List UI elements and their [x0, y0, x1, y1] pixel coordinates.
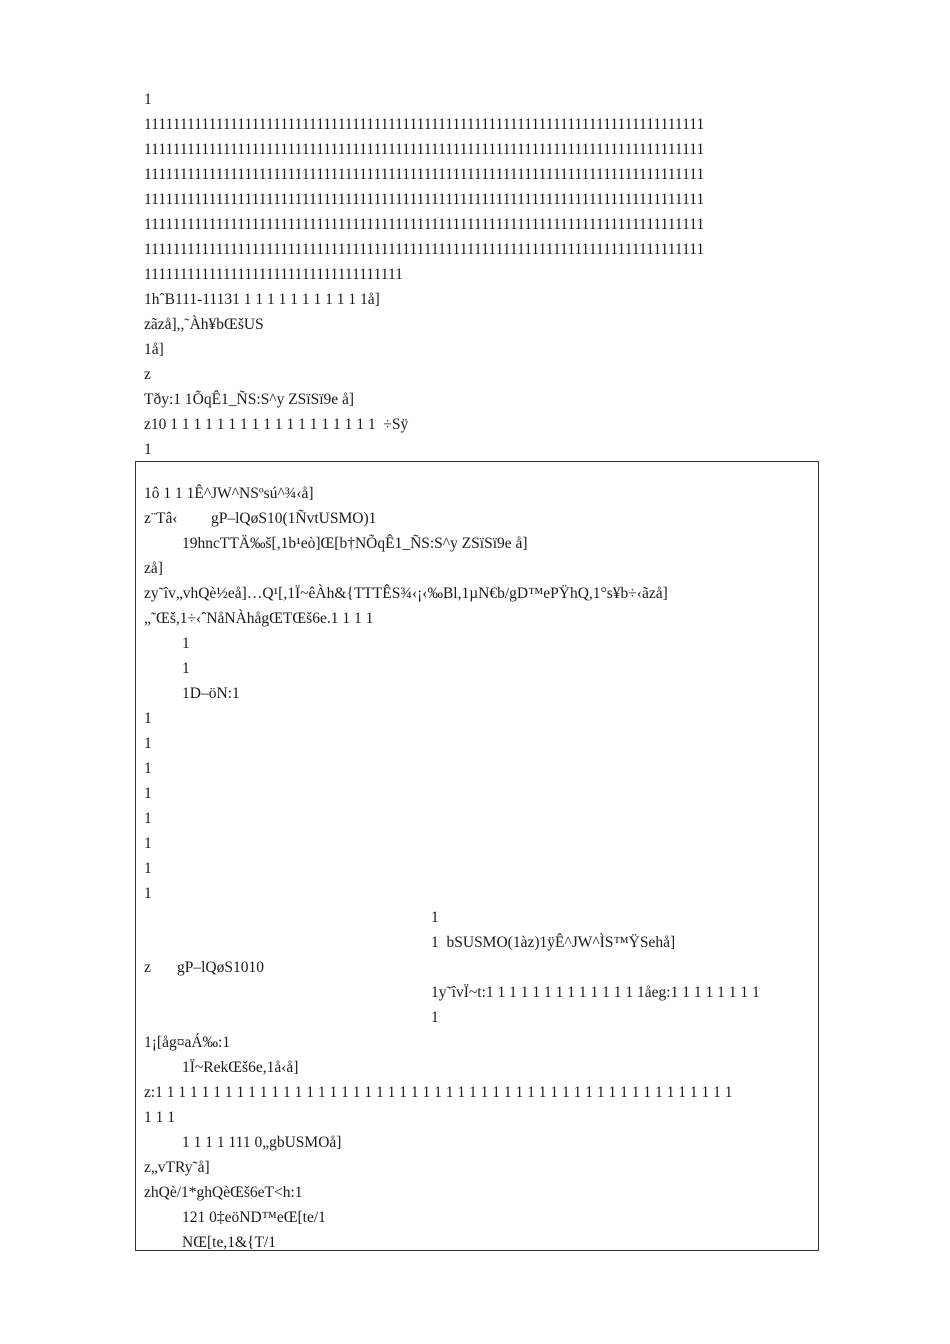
- box-line: zå]: [144, 560, 163, 577]
- box-line: 1: [144, 810, 152, 827]
- doc-line: z: [144, 366, 151, 383]
- box-line: z: [144, 959, 151, 976]
- box-line: 19hncTTÄ‰š[,1b¹eò]Œ[b†NÕqÊ1_ÑS:S^y ZSïSï9e å]: [182, 535, 528, 552]
- box-line: 1: [182, 635, 190, 652]
- box-line: 1: [144, 760, 152, 777]
- box-line: z:1 1 1 1 1 1 1 1 1 1 1 1 1 1 1 1 1 1 1 1 1 1 1 1 1 1 1 1 1 1 1 1 1 1 1 1 1 1 1 1 1 1 1 1 1 1 1 1 1 1: [144, 1084, 733, 1101]
- doc-line: 111111111111111111111111111111111111111111111111111111111111111111111111111111: [144, 216, 705, 233]
- box-line: 1: [431, 909, 439, 926]
- doc-line: 111111111111111111111111111111111111111111111111111111111111111111111111111111: [144, 241, 705, 258]
- doc-line: 111111111111111111111111111111111111111111111111111111111111111111111111111111: [144, 116, 705, 133]
- box-line: 1 bSUSMO(1àz)1ÿÊ^JW^ÌS™ŸSehå]: [431, 934, 676, 951]
- box-line: z„vTRy˜å]: [144, 1159, 210, 1176]
- doc-line: Tðy:1 1ÕqÊ1_ÑS:S^y ZSïSï9e å]: [144, 391, 355, 408]
- box-line: gP–lQøS1010: [177, 959, 264, 976]
- box-line: „˜Œš,1÷‹ˆNåNÀhågŒTŒš6e.1 1 1 1: [144, 610, 374, 627]
- doc-line: zãzå],,˜Àh¥bŒšUS: [144, 316, 264, 333]
- box-line: 1: [144, 885, 152, 902]
- box-line: 1: [144, 710, 152, 727]
- box-line: 1D–öN:1: [182, 685, 240, 702]
- doc-line: z10 1 1 1 1 1 1 1 1 1 1 1 1 1 1 1 1 1 1 ÷Sÿ: [144, 416, 409, 433]
- doc-line: 1hˆB111-11131 1 1 1 1 1 1 1 1 1 1 1å]: [144, 291, 380, 308]
- box-line: gP–lQøS10(1ÑvtUSMO)1: [211, 510, 377, 527]
- box-line: 1: [144, 785, 152, 802]
- doc-line: 1: [144, 441, 152, 458]
- doc-line: 111111111111111111111111111111111111111111111111111111111111111111111111111111: [144, 141, 705, 158]
- box-line: 1Ï~RekŒš6e,1å‹å]: [182, 1059, 299, 1076]
- doc-line: 111111111111111111111111111111111111111111111111111111111111111111111111111111: [144, 166, 705, 183]
- box-line: NŒ[te,1&{T/1: [182, 1234, 276, 1251]
- box-line: 1: [431, 1009, 439, 1026]
- box-line: zy˜îv„vhQè½eå]…Q¹[,1Ï~êÀh&{TTTÊS¾‹¡‹‰Bl,1µN€b/gD™ePŸhQ,1°s¥b÷‹ãzå]: [144, 585, 668, 602]
- box-line: 1¡[åg¤aÁ‰:1: [144, 1034, 231, 1051]
- box-line: z¨Tâ‹: [144, 510, 178, 527]
- box-line: 121 0‡eöND™eŒ[te/1: [182, 1209, 326, 1226]
- box-line: 1: [144, 860, 152, 877]
- doc-line: 1å]: [144, 341, 164, 358]
- box-line: 1y˜îvÏ~t:1 1 1 1 1 1 1 1 1 1 1 1 1 1åeg:1 1 1 1 1 1 1 1: [431, 984, 760, 1001]
- doc-line: 1: [144, 91, 152, 108]
- doc-line: 111111111111111111111111111111111111111111111111111111111111111111111111111111: [144, 191, 705, 208]
- box-line: 1: [144, 835, 152, 852]
- box-line: 1ô 1 1 1Ê^JW^NSºsú^¾‹å]: [144, 485, 314, 502]
- box-line: 1: [182, 660, 190, 677]
- box-line: 1 1 1: [144, 1109, 175, 1126]
- box-line: zhQè/1*ghQèŒš6eT<h:1: [144, 1184, 303, 1201]
- doc-line: 111111111111111111111111111111111111: [144, 266, 403, 283]
- box-line: 1: [144, 735, 152, 752]
- box-line: 1 1 1 1 111 0„gbUSMOå]: [182, 1134, 342, 1151]
